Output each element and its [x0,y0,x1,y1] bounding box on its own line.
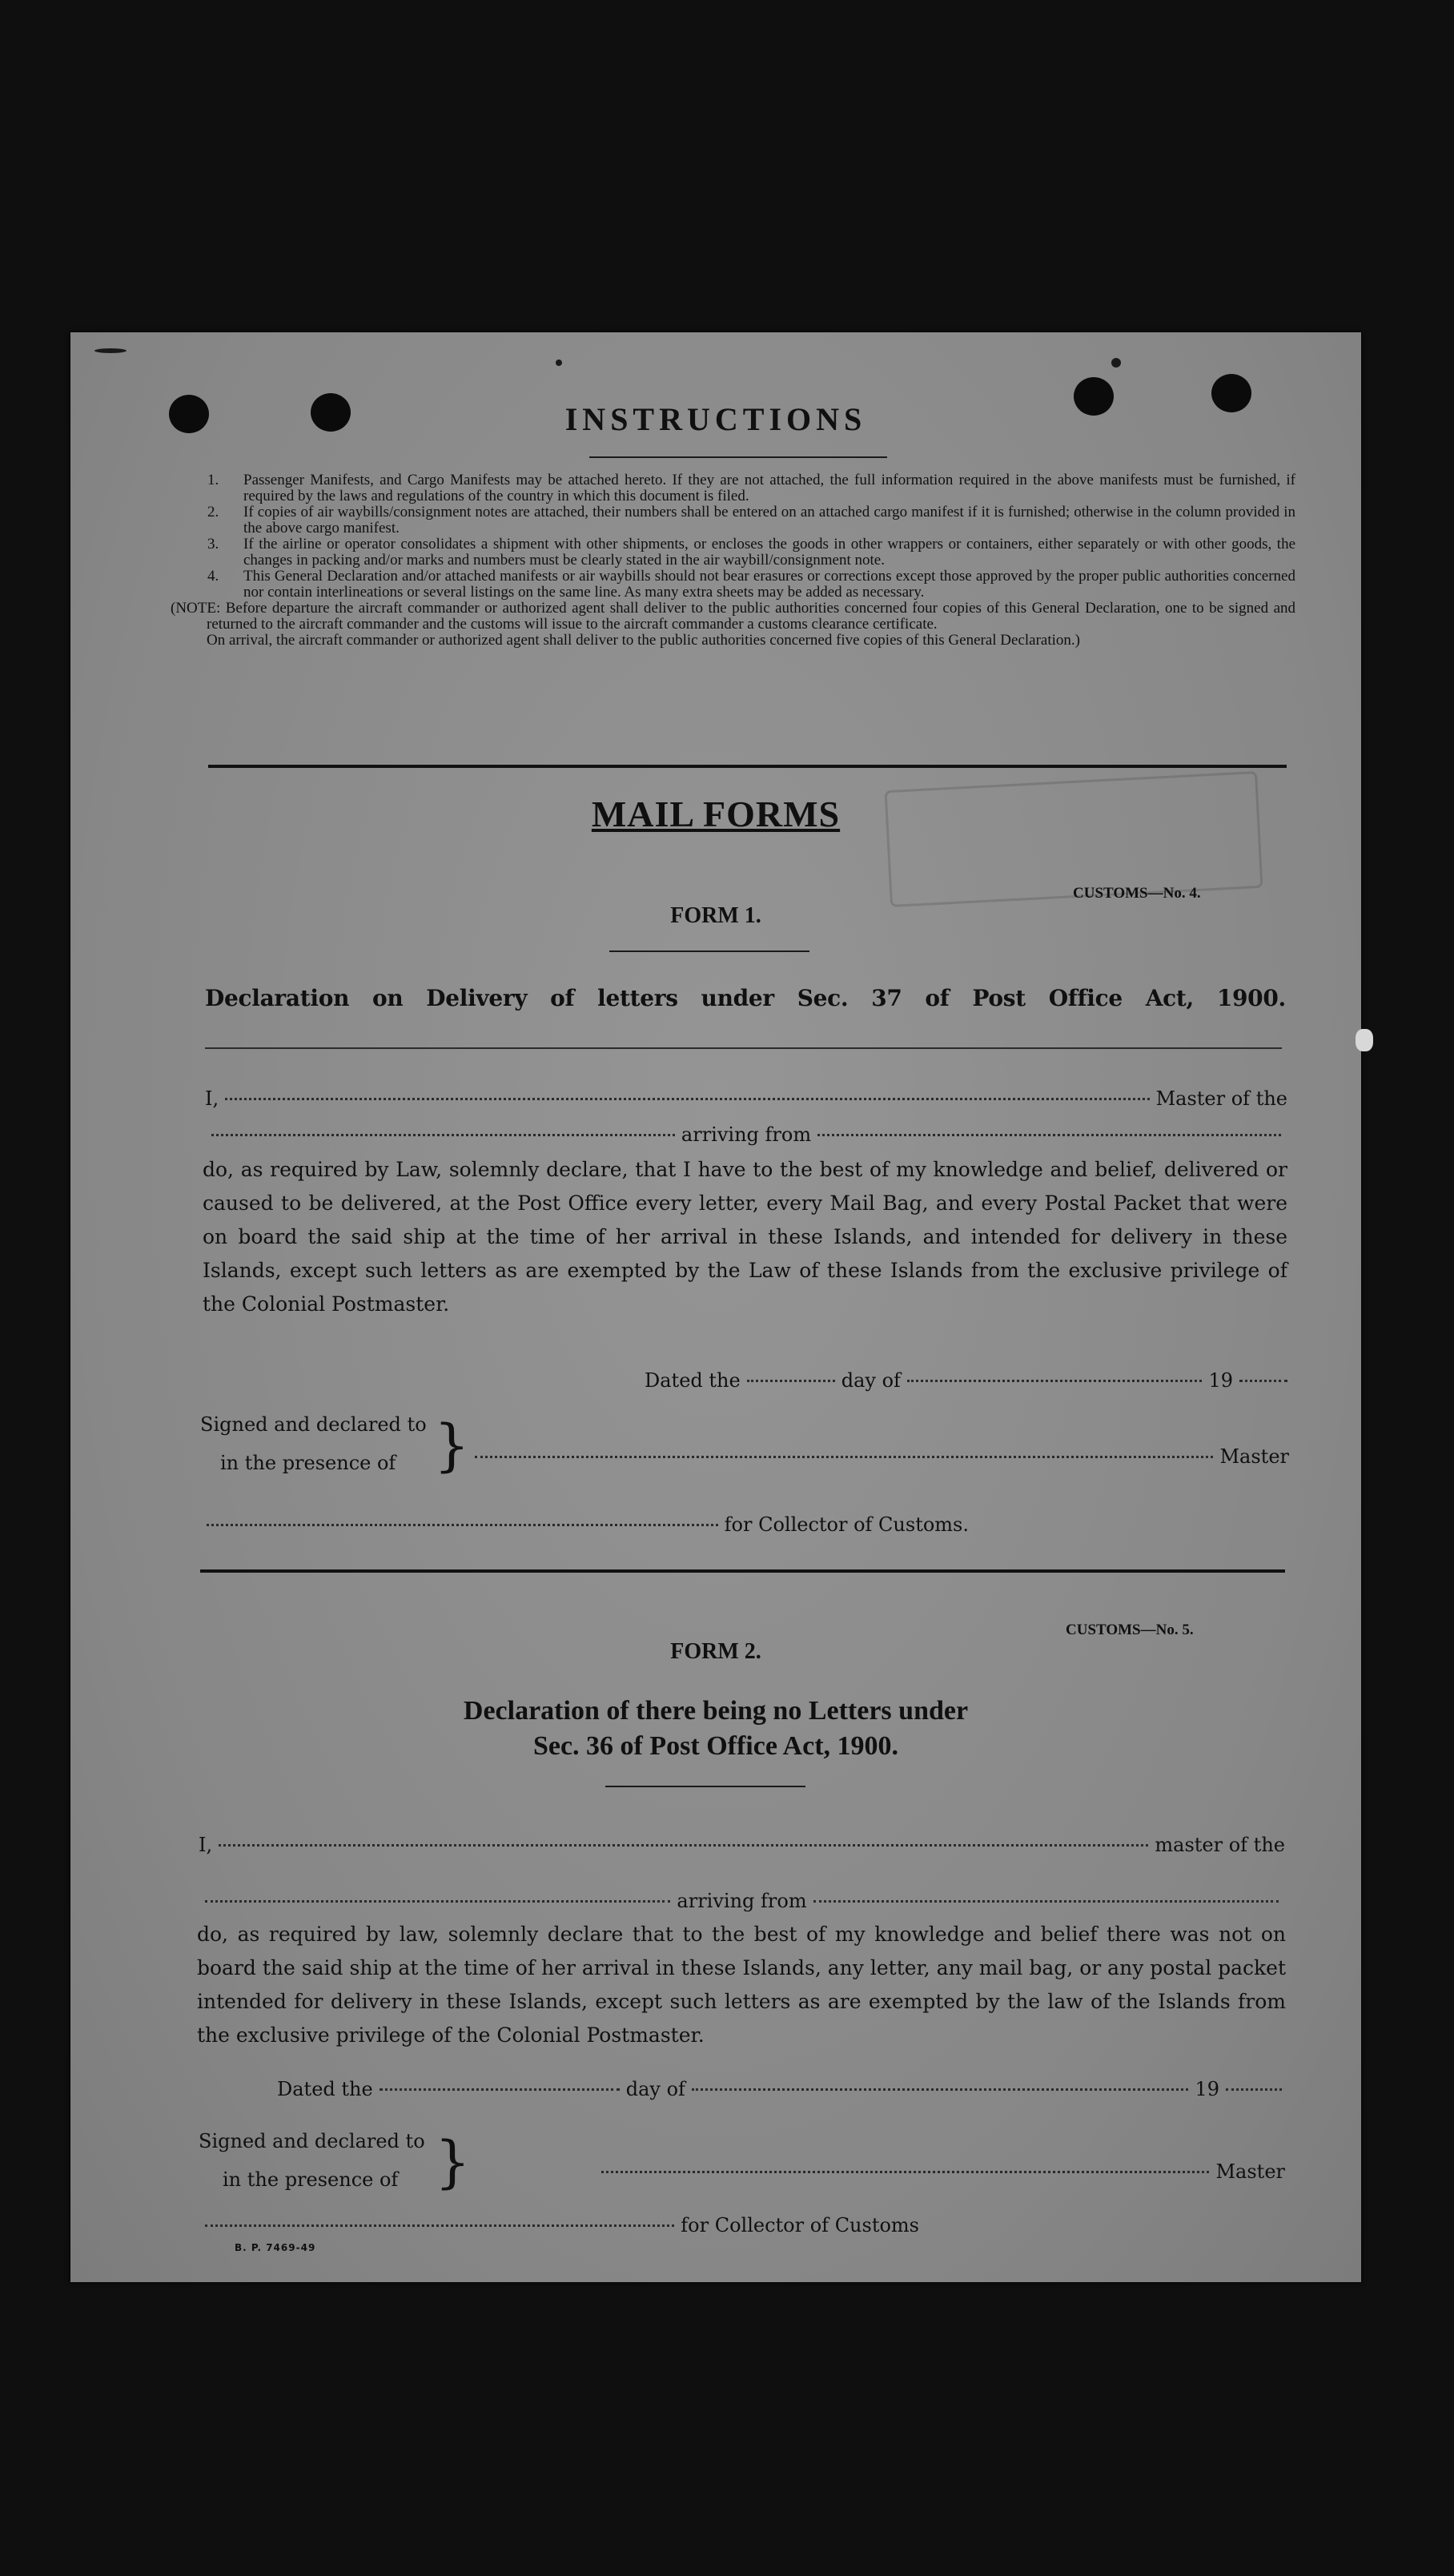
customs-number: CUSTOMS—No. 4. [1073,885,1201,902]
printer-code: B. P. 7469-49 [235,2242,316,2253]
blank-line[interactable] [813,1900,1279,1903]
ink-speck [1356,1029,1373,1051]
signature-line[interactable] [475,1456,1213,1458]
blank-line[interactable] [907,1380,1203,1382]
instruction-note [171,600,1295,649]
instruction-number: 2. [207,504,219,520]
blank-line[interactable] [1239,1380,1287,1382]
form1-title: FORM 1. [670,903,761,928]
blank-line[interactable] [205,1900,670,1903]
instructions-title: INSTRUCTIONS [564,401,867,437]
signature-line[interactable] [207,1524,718,1526]
form2-collector-field[interactable] [199,2214,919,2236]
signed-line1: Signed and declared to [199,2130,425,2152]
mail-forms-title: MAIL FORMS [591,794,841,834]
i-label: I, [199,1834,213,1856]
form1-declaration-heading: Declaration on Delivery of letters under Sec. 37 of Post Office Act, 1900. [205,985,1286,1011]
collector-label: for Collector of Customs. [724,1513,969,1536]
section-divider [208,765,1287,768]
heading-rule [205,1047,1282,1049]
form2-ship-field[interactable] [199,1890,1285,1912]
blank-line[interactable] [211,1134,675,1136]
instruction-item [203,472,1295,504]
ink-speck [94,348,127,353]
signed-declared-label [199,2122,425,2199]
form2-master-signature[interactable] [595,2160,1285,2183]
form1-title-underline [609,950,809,952]
instruction-text: If the airline or operator consolidates a shipment with other shipments, or encloses the goods in other wrappers or containers, either separately or with other goods, the changes in packing and/or marks and numbers must be clearly stated in the air waybill/consignment note. [243,536,1295,569]
instruction-text: Passenger Manifests, and Cargo Manifests may be attached hereto. If they are not attached, the full information required in the above manifests must be furnished, if required by the laws and regulations of the country in which this document is filed. [243,472,1295,504]
day-of-label: day of [625,2078,685,2100]
form2-heading-line1: Declaration of there being no Letters under [463,1696,969,1726]
section-divider [200,1569,1285,1573]
master-label: Master [1219,1445,1289,1468]
form1-date-field[interactable] [645,1369,1287,1392]
form1-master-signature[interactable] [468,1445,1289,1468]
instruction-number: 3. [207,536,219,553]
form2-title: FORM 2. [670,1639,761,1664]
instruction-item [203,504,1295,536]
master-of-the-label: master of the [1155,1834,1285,1856]
form2-heading-line2: Sec. 36 of Post Office Act, 1900. [532,1731,899,1761]
signed-line2: in the presence of [223,2168,399,2191]
arriving-from-label: arriving from [677,1890,807,1912]
master-of-the-label: Master of the [1155,1087,1287,1110]
form2-date-field[interactable] [277,2078,1282,2100]
form2-signed-block [199,2122,1287,2210]
blank-line[interactable] [747,1380,835,1382]
brace-icon: } [434,1413,470,1478]
instruction-number: 1. [207,472,219,488]
ink-speck [556,360,562,366]
note-tail: On arrival, the aircraft commander or authorized agent shall deliver to the public authorities concerned five copies of this General Declaration.) [207,632,1080,649]
signature-line[interactable] [601,2171,1209,2173]
instruction-text: This General Declaration and/or attached manifests or air waybills should not bear erasures or corrections except those approved by the proper public authorities concerned nor contain interlineations or several listings on the same line. As many extra sheets may be added as necessary. [243,568,1295,601]
form2-name-field[interactable] [199,1834,1285,1856]
form1-body: do, as required by Law, solemnly declare, that I have to the best of my knowledge and belief, delivered or caused to be delivered, at the Post Office every letter, every Mail Bag, and every Postal Packet that were on board the said ship at the time of her arrival in these Islands, and intended for delivery in these Islands, except such letters as are exempted by the Law of these Islands from the exclusive privilege of the Colonial Postmaster. [203,1158,1287,1316]
signed-declared-label [200,1405,427,1482]
blank-line[interactable] [219,1844,1148,1847]
dated-the-label: Dated the [645,1369,741,1392]
blank-line[interactable] [692,2088,1189,2091]
instruction-item [203,536,1295,569]
brace-icon: } [435,2129,471,2195]
customs-number: CUSTOMS—No. 5. [1066,1622,1194,1638]
instruction-text: If copies of air waybills/consignment notes are attached, their numbers shall be entered on an attached cargo manifest if it is furnished; otherwise in the column provided in the above cargo manifest. [243,504,1295,536]
title-underline [589,456,887,458]
form1-name-field[interactable] [205,1087,1287,1110]
dated-the-label: Dated the [277,2078,373,2100]
form2-declaration-heading [70,1694,1361,1764]
blank-line[interactable] [1226,2088,1282,2091]
blank-line[interactable] [225,1098,1149,1100]
form2-body: do, as required by law, solemnly declare that to the best of my knowledge and belief there was not on board the said ship at the time of her arrival in these Islands, any letter, any mail bag, or any postal packet intended for delivery in these Islands, except such letters as are exempted by the law of the Islands from the exclusive privilege of the Colonial Postmaster. [197,1923,1286,2047]
i-label: I, [205,1087,219,1110]
collector-label: for Collector of Customs [681,2214,919,2236]
signed-line1: Signed and declared to [200,1413,427,1436]
year-label: 19 [1195,2078,1219,2100]
ink-speck [1111,358,1121,368]
instructions-list [171,472,1295,649]
form2-heading-underline [605,1786,805,1787]
master-label: Master [1215,2160,1285,2183]
blank-line[interactable] [380,2088,620,2091]
form1-collector-field[interactable] [200,1513,969,1536]
instruction-item [203,569,1295,601]
form1-ship-field[interactable] [205,1123,1287,1146]
signed-line2: in the presence of [220,1452,396,1474]
year-label: 19 [1208,1369,1233,1392]
instruction-number: 4. [207,568,219,585]
arriving-from-label: arriving from [681,1123,812,1146]
form1-signed-block [200,1405,1289,1493]
blank-line[interactable] [817,1134,1281,1136]
day-of-label: day of [841,1369,901,1392]
signature-line[interactable] [205,2224,674,2227]
note-lead: (NOTE: Before departure the aircraft commander or authorized agent shall deliver to the public authorities concerned four copies of this General Declaration, one to be signed and returned to the aircraft commander and the customs will issue to the aircraft commander a customs clearance certificate. [171,600,1295,633]
document-page [70,332,1361,2282]
